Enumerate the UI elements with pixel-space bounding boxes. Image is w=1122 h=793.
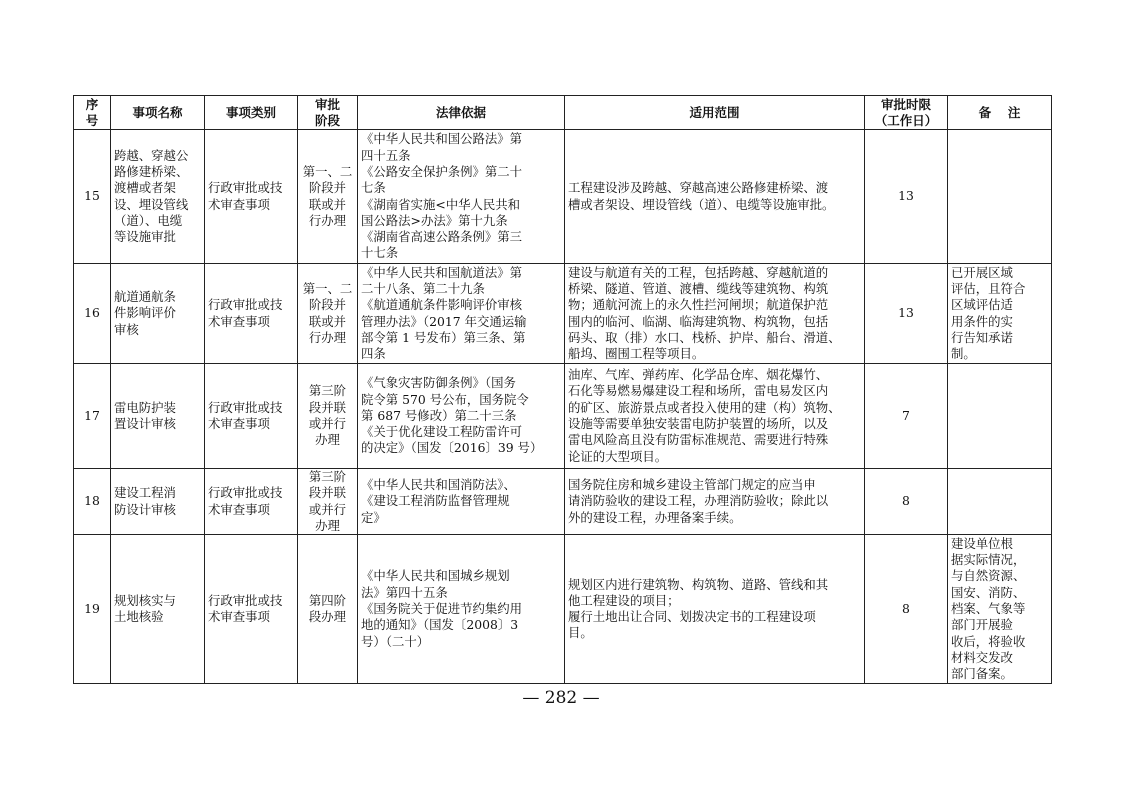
header-type: 事项类别 [205, 96, 298, 130]
cell-law: 《气象灾害防御条例》（国务 院令第 570 号公布，国务院令 第 687 号修改）第二十三条 《关于优化建设工程防雷许可 的决定》（国发〔2016〕39 号） [358, 364, 565, 469]
header-stage: 审批 阶段 [298, 96, 358, 130]
cell-stage: 第一、二 阶段并 联或并 行办理 [298, 130, 358, 264]
cell-note: 建设单位根 据实际情况， 与自然资源、 国安、消防、 档案、气象等 部门开展验 收后，将验收 材料交发改 部门备案。 [948, 535, 1052, 684]
cell-note [948, 364, 1052, 469]
cell-stage: 第三阶 段并联 或并行 办理 [298, 469, 358, 535]
cell-seq: 16 [74, 264, 111, 364]
cell-seq: 18 [74, 469, 111, 535]
cell-scope: 工程建设涉及跨越、穿越高速公路修建桥梁、渡 槽或者架设、埋设管线（道）、电缆等设施审批。 [565, 130, 865, 264]
cell-scope: 建设与航道有关的工程，包括跨越、穿越航道的 桥梁、隧道、管道、渡槽、缆线等建筑物、构筑 物；通航河流上的永久性拦河闸坝；航道保护范 围内的临河、临湖、临海建筑物、构筑物，包括 码头、取（排）水口、栈桥、护岸、船台、滑道、 船坞、圈围工程等项目。 [565, 264, 865, 364]
cell-seq: 19 [74, 535, 111, 684]
cell-scope: 油库、气库、弹药库、化学品仓库、烟花爆竹、 石化等易燃易爆建设工程和场所，雷电易发区内 的矿区、旅游景点或者投入使用的建（构）筑物、 设施等需要单独安装雷电防护装置的场所，以及 雷电风险高且没有防雷标准规范、需要进行特殊 论证的大型项目。 [565, 364, 865, 469]
table-row [74, 130, 1052, 264]
cell-name: 规划核实与 土地核验 [111, 535, 205, 684]
cell-note: 已开展区域 评估，且符合 区域评估适 用条件的实 行告知承诺 制。 [948, 264, 1052, 364]
cell-name: 航道通航条 件影响评价 审核 [111, 264, 205, 364]
cell-time: 8 [865, 469, 948, 535]
header-seq: 序 号 [74, 96, 111, 130]
approval-items-table [73, 95, 1052, 684]
table-row [74, 264, 1052, 364]
cell-scope: 规划区内进行建筑物、构筑物、道路、管线和其 他工程建设的项目； 履行土地出让合同、划拨决定书的工程建设项 目。 [565, 535, 865, 684]
cell-type: 行政审批或技 术审查事项 [205, 535, 298, 684]
cell-type: 行政审批或技 术审查事项 [205, 130, 298, 264]
page-number: — 282 — [522, 688, 600, 708]
cell-name: 雷电防护装 置设计审核 [111, 364, 205, 469]
cell-law: 《中华人民共和国航道法》第 二十八条、第二十九条 《航道通航条件影响评价审核 管理办法》（2017 年交通运输 部令第 1 号发布）第三条、第 四条 [358, 264, 565, 364]
cell-stage: 第四阶 段办理 [298, 535, 358, 684]
cell-note [948, 469, 1052, 535]
cell-name: 跨越、穿越公 路修建桥梁、 渡槽或者架 设、埋设管线 （道）、电缆 等设施审批 [111, 130, 205, 264]
cell-stage: 第三阶 段并联 或并行 办理 [298, 364, 358, 469]
cell-type: 行政审批或技 术审查事项 [205, 364, 298, 469]
table-row [74, 535, 1052, 684]
cell-note [948, 130, 1052, 264]
table-row [74, 364, 1052, 469]
cell-seq: 15 [74, 130, 111, 264]
header-note: 备 注 [948, 96, 1052, 130]
cell-stage: 第一、二 阶段并 联或并 行办理 [298, 264, 358, 364]
header-law: 法律依据 [358, 96, 565, 130]
cell-time: 7 [865, 364, 948, 469]
cell-law: 《中华人民共和国公路法》第 四十五条 《公路安全保护条例》第二十 七条 《湖南省实施<中华人民共和 国公路法>办法》第十九条 《湖南省高速公路条例》第三 十七条 [358, 130, 565, 264]
table-row [74, 469, 1052, 535]
cell-type: 行政审批或技 术审查事项 [205, 469, 298, 535]
cell-law: 《中华人民共和国城乡规划 法》第四十五条 《国务院关于促进节约集约用 地的通知》（国发〔2008〕3 号）（二十） [358, 535, 565, 684]
cell-name: 建设工程消 防设计审核 [111, 469, 205, 535]
cell-time: 13 [865, 130, 948, 264]
table-header-row [74, 96, 1052, 130]
cell-type: 行政审批或技 术审查事项 [205, 264, 298, 364]
header-name: 事项名称 [111, 96, 205, 130]
cell-law: 《中华人民共和国消防法》、 《建设工程消防监督管理规 定》 [358, 469, 565, 535]
cell-time: 13 [865, 264, 948, 364]
header-time: 审批时限 （工作日） [865, 96, 948, 130]
header-scope: 适用范围 [565, 96, 865, 130]
cell-scope: 国务院住房和城乡建设主管部门规定的应当申 请消防验收的建设工程，办理消防验收；除此以 外的建设工程，办理备案手续。 [565, 469, 865, 535]
cell-time: 8 [865, 535, 948, 684]
cell-seq: 17 [74, 364, 111, 469]
